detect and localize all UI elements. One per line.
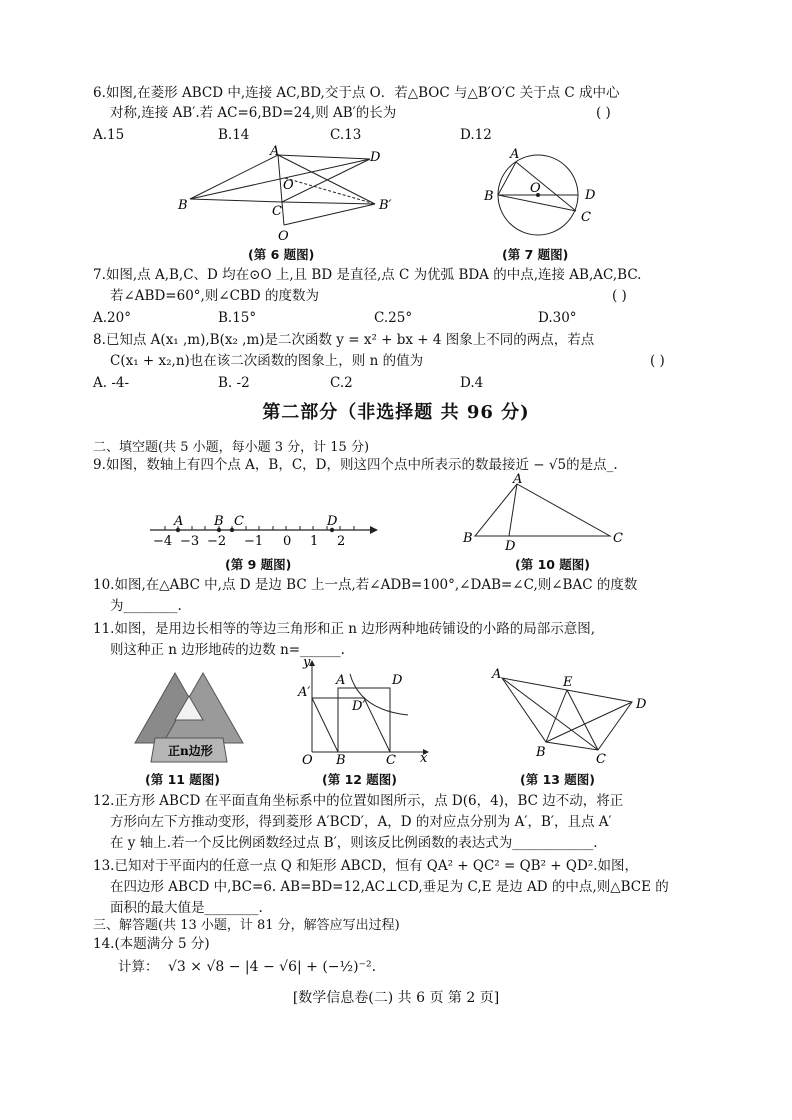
rhombus-a-prime-bcd-prime [312, 698, 390, 752]
q6-text-line2: 对称,连接 AB′.若 AC=6,BD=24,则 AB′的长为 [110, 105, 397, 121]
fig12-caption: (第 12 题图) [322, 772, 398, 787]
tick-minus-4: −4 [153, 534, 173, 549]
tick-minus-2: −2 [207, 534, 227, 549]
q10-text-line1: 10.如图,在△ABC 中,点 D 是边 BC 上一点,若∠ADB=100°,∠DAB=∠C,则∠BAC 的度数 [93, 577, 638, 593]
tick-2: 2 [337, 534, 346, 549]
q13-text-line2: 在四边形 ABCD 中,BC=6. AB=BD=12,AC⊥CD,垂足为 C,E 是边 AD 的中点,则△BCE 的 [110, 879, 669, 895]
fig11-caption: (第 11 题图) [145, 772, 221, 787]
chord-bc [498, 195, 576, 211]
q13-text-line3: 面积的最大值是________. [110, 900, 263, 916]
q14-calc-label: 计算： [118, 959, 159, 975]
q8-text-line2: C(x₁ + x₂,n)也在该二次函数的图象上，则 n 的值为 [110, 353, 424, 369]
fig10-label-d: D [505, 539, 516, 554]
segment-co-prime [282, 202, 284, 225]
fig6-label-o-prime: O [278, 229, 289, 244]
fig7-caption: (第 7 题图) [502, 247, 569, 262]
fig6-label-a: A [270, 144, 280, 159]
fig12-label-b: B [336, 753, 346, 768]
fig7-label-o: O [530, 181, 541, 196]
fig6-label-c: C [272, 204, 282, 219]
q11-text-line1: 11.如图，是用边长相等的等边三角形和正 n 边形两种地砖铺设的小路的局部示意图, [93, 621, 596, 637]
fig6-caption: (第 6 题图) [248, 247, 315, 262]
q13-text-line1: 13.已知对于平面内的任意一点 Q 和矩形 ABCD，恒有 QA² + QC² = QB² + QD².如图， [93, 858, 638, 874]
fig13-label-a: A [492, 667, 502, 682]
q7-option-d: D.30° [538, 310, 577, 326]
fig12-label-d-prime: D′ [352, 699, 366, 714]
fig10-caption: (第 10 题图) [515, 557, 591, 572]
q6-answer-bracket: ( ) [596, 105, 611, 121]
q7-option-a: A.20° [93, 310, 131, 326]
fig12-label-c: C [386, 753, 396, 768]
tick-minus-1: −1 [244, 534, 264, 549]
fig13-label-e: E [563, 675, 573, 690]
q11-text-line2: 则这种正 n 边形地砖的边数 n=______. [110, 642, 345, 658]
fig12-label-o: O [302, 753, 313, 768]
q14-expression: √3 × √8 − |4 − √6| + (−½)⁻². [168, 959, 377, 975]
triangle-abc [475, 484, 610, 536]
fig6-label-d: D [370, 150, 381, 165]
tick-0: 0 [283, 534, 292, 549]
q8-option-c: C.2 [330, 375, 353, 391]
chord-ac [516, 162, 576, 211]
fig9-label-a: A [174, 514, 184, 529]
fig9-label-b: B [214, 514, 224, 529]
q7-answer-bracket: ( ) [612, 288, 627, 304]
q6-option-b: B.14 [218, 127, 250, 143]
q7-text-line2: 若∠ABD=60°,则∠CBD 的度数为 [110, 288, 320, 304]
figure-6 [170, 145, 410, 245]
fig7-label-b: B [484, 189, 494, 204]
fig7-label-c: C [581, 210, 591, 225]
diagonal-bd [190, 159, 370, 199]
q6-option-a: A.15 [93, 127, 125, 143]
fig11-polygon-text: 正n边形 [168, 744, 213, 758]
q12-text-line2: 方形向左下方推动变形，得到菱形 A′BCD′，A，D 的对应点分别为 A′，B′，且点 A′ [110, 814, 612, 830]
page-footer: [数学信息卷(二) 共 6 页 第 2 页] [292, 990, 500, 1006]
q8-option-d: D.4 [460, 375, 484, 391]
fig6-label-b-prime: B′ [379, 198, 392, 213]
figure-7 [484, 147, 610, 248]
fig9-label-c: C [234, 514, 244, 529]
q8-option-b: B. -2 [218, 375, 250, 391]
q9-text: 9.如图，数轴上有四个点 A，B，C，D，则这四个点中所表示的数最接近 − √5的是点_. [93, 457, 618, 473]
q12-text-line1: 12.正方形 ABCD 在平面直角坐标系中的位置如图所示，点 D(6，4)，BC 边不动，将正 [93, 793, 624, 809]
figure-9-number-line [148, 514, 378, 558]
fig6-label-o: O [283, 178, 294, 193]
q14-header: 14.(本题满分 5 分) [93, 936, 210, 952]
figure-12-coordinate [298, 655, 438, 768]
q8-option-a: A. -4- [93, 375, 130, 391]
fig12-label-a: A [336, 673, 346, 688]
fig13-caption: (第 13 题图) [520, 772, 596, 787]
fig10-label-a: A [513, 472, 523, 487]
segment-o-prime-b-prime [284, 204, 375, 225]
q6-text-line1: 6.如图,在菱形 ABCD 中,连接 AC,BD,交于点 O．若△BOC 与△B′O′C 关于点 C 成中心 [93, 85, 620, 101]
q6-option-c: C.13 [330, 127, 362, 143]
section-solutions-heading: 三、解答题(共 13 小题，计 81 分，解答应写出过程) [93, 918, 400, 933]
diagonal-ac [502, 678, 598, 750]
fig7-label-a: A [510, 147, 520, 162]
fig13-label-c: C [596, 752, 606, 767]
fig13-label-b: B [536, 745, 546, 760]
q6-option-d: D.12 [460, 127, 492, 143]
q7-option-c: C.25° [374, 310, 413, 326]
diagonal-bd [546, 702, 632, 742]
fig7-label-d: D [585, 188, 596, 203]
fig10-label-c: C [613, 531, 623, 546]
tick-1: 1 [310, 534, 319, 549]
fig12-label-d: D [392, 673, 403, 688]
q8-text-line1: 8.已知点 A(x₁ ,m),B(x₂ ,m)是二次函数 y = x² + bx + 4 图象上不同的两点，若点 [93, 332, 595, 348]
fig6-label-b: B [178, 198, 188, 213]
fig10-label-b: B [463, 531, 473, 546]
fig12-label-y: y [303, 655, 311, 670]
q7-text-line1: 7.如图,点 A,B,C、D 均在⊙O 上,且 BD 是直径,点 C 为优弧 BDA 的中点,连接 AB,AC,BC. [93, 267, 642, 283]
fig12-label-a-prime: A′ [298, 685, 311, 700]
fig9-label-d: D [327, 514, 338, 529]
section-fill-in-heading: 二、填空题(共 5 小题，每小题 3 分，计 15 分) [93, 440, 370, 455]
fig12-label-x: x [420, 751, 428, 766]
fig13-label-d: D [636, 697, 647, 712]
figure-10 [463, 472, 625, 560]
figure-13 [490, 668, 650, 768]
q10-text-line2: 为________. [110, 598, 182, 614]
q12-text-line3: 在 y 轴上.若一个反比例函数经过点 B′，则该反比例函数的表达式为____________. [110, 835, 598, 851]
part2-title: 第二部分（非选择题 共 96 分) [262, 402, 530, 423]
figure-11-tiles [135, 668, 245, 768]
q7-option-b: B.15° [218, 310, 257, 326]
fig9-caption: (第 9 题图) [225, 557, 292, 572]
q8-answer-bracket: ( ) [650, 353, 665, 369]
tick-minus-3: −3 [180, 534, 200, 549]
segment-ob-prime [285, 178, 375, 204]
chord-ab [498, 162, 516, 195]
axis-arrow [370, 526, 378, 534]
segment-cb-prime [282, 202, 375, 204]
